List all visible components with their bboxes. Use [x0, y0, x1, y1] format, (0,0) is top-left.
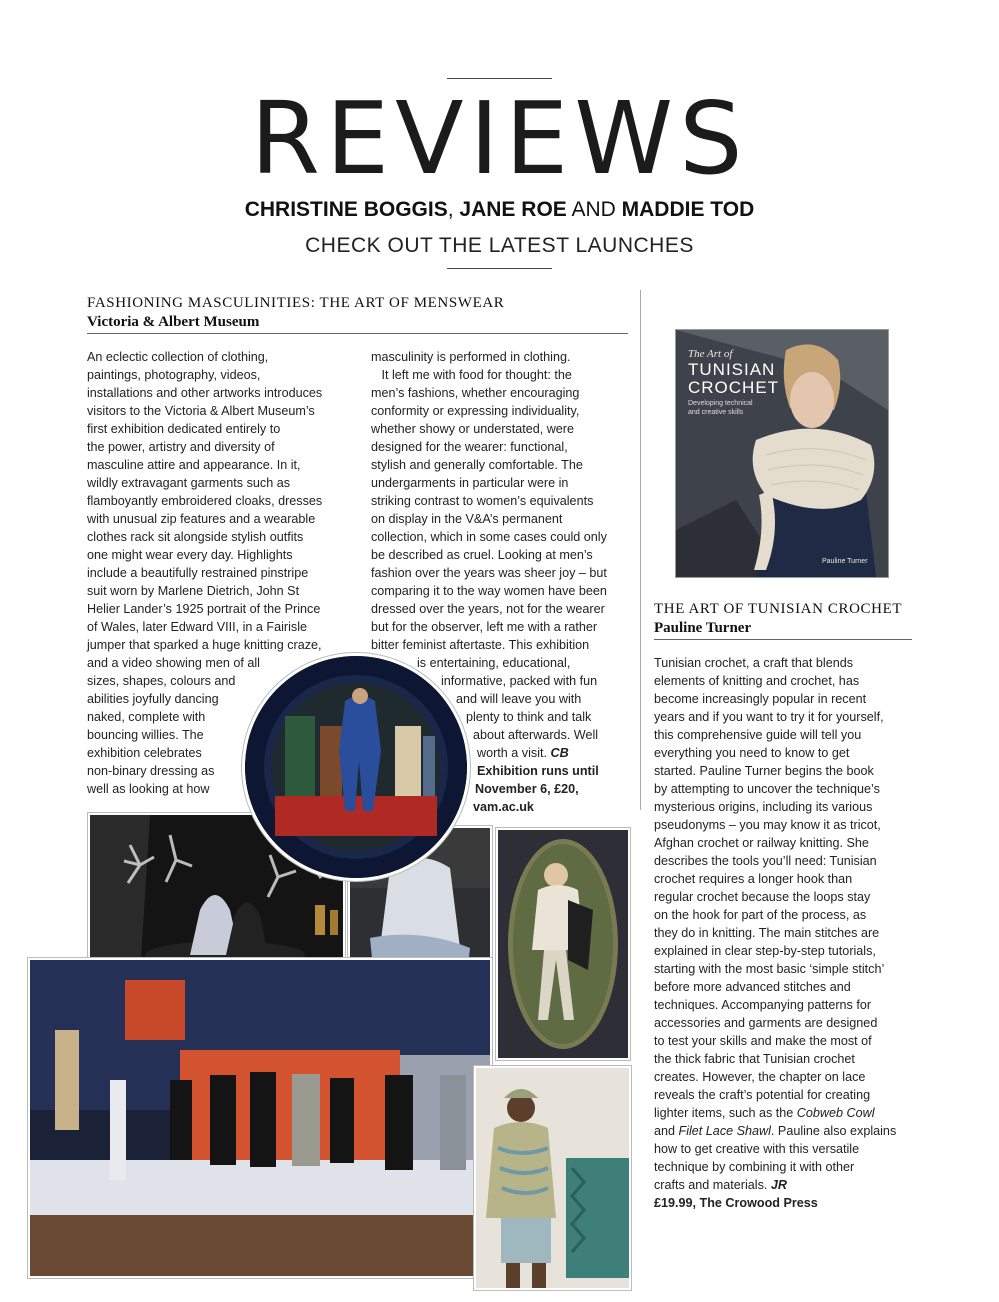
review1-col1-line: well as looking at how [87, 782, 210, 796]
review1-col2-line: collection, which in some cases could only [371, 530, 607, 544]
review1-col2-line: be described as cruel. Looking at men’s [371, 548, 593, 562]
review1-col2-line: men’s fashions, whether encouraging [371, 386, 580, 400]
menswear-gallery-image [30, 960, 490, 1276]
book-cover-sub-2: and creative skills [688, 409, 744, 416]
exhibition-run-1: Exhibition runs until [477, 764, 599, 778]
review2-line: on the hook for part of the process, as [654, 908, 867, 922]
review2-line: reveals the craft’s potential for creating [654, 1088, 871, 1102]
authors-line [0, 196, 999, 224]
author-1: CHRISTINE BOGGIS [244, 198, 448, 221]
review2-rule [654, 639, 912, 640]
review1-col1-line: installations and other artworks introduces [87, 386, 323, 400]
review1-col1-line: one might wear every day. Highlights [87, 548, 293, 562]
pattern-name-2: Filet Lace Shawl [678, 1124, 771, 1138]
review1-col1-line: with unusual zip features and a wearable [87, 512, 316, 526]
wrap-line: plenty to think and talk [466, 710, 592, 724]
review2-initials: JR [770, 1178, 787, 1192]
review2-line: starting with the most basic ‘simple stitch’ [654, 962, 885, 976]
review1-col1-line: bouncing willies. The [87, 728, 204, 742]
review1-title: FASHIONING MASCULINITIES: THE ART OF MENSWEAR [87, 295, 505, 311]
review2-line: by attempting to uncover the technique’s [654, 782, 880, 796]
review1-col1-line: masculine attire and appearance. In it, [87, 458, 301, 472]
review2-title: THE ART OF TUNISIAN CROCHET [654, 601, 903, 617]
review2-line: Afghan crochet or railway knitting. She [654, 836, 869, 850]
review2-line: explained in clear step-by-step tutorials, [654, 944, 876, 958]
r2-tail-line: technique by combining it with other [654, 1160, 855, 1174]
review1-col1-line: clothes rack sit alongside stylish outfits [87, 530, 304, 544]
r2-tail-last [654, 1176, 924, 1194]
review1-column-2 [371, 348, 633, 654]
author-and: AND [566, 198, 622, 221]
photo-circular-vitrine [245, 656, 467, 878]
review1-col1-line: non-binary dressing as [87, 764, 215, 778]
review2-line: started. Pauline Turner begins the book [654, 764, 874, 778]
photo-knitwear-model [474, 1066, 631, 1290]
review1-rule [87, 333, 628, 334]
review1-heading [87, 294, 627, 332]
review1-col2-line: but for the observer, left me with a rather [371, 620, 598, 634]
review2-line: years and if you want to try it for yourself, [654, 710, 884, 724]
review1-col1-line: An eclectic collection of clothing, [87, 350, 269, 364]
review1-col1-line: naked, complete with [87, 710, 206, 724]
book-cover [676, 330, 888, 577]
book-cover-title-2: CROCHET [688, 378, 780, 397]
review2-line: describes the tools you’ll need: Tunisian [654, 854, 877, 868]
visit-text: worth a visit. [477, 746, 551, 760]
exhibition-website: vam.ac.uk [473, 800, 534, 814]
review2-line: everything you need to know to get [654, 746, 850, 760]
review1-col1-line: jumper that sparked a huge knitting craze, [87, 638, 322, 652]
review1-col2-line: striking contrast to women’s equivalents [371, 494, 594, 508]
photo-miniature-portrait [496, 828, 630, 1060]
review2-line: to test your skills and make the most of [654, 1034, 872, 1048]
review1-col1-line: first exhibition dedicated entirely to [87, 422, 281, 436]
review2-line: before more advanced stitches and [654, 980, 851, 994]
column-divider [640, 290, 641, 810]
tagline: CHECK OUT THE LATEST LAUNCHES [305, 234, 694, 257]
book-cover-author: Pauline Turner [822, 558, 868, 565]
review1-col1-line: Helier Lander’s 1925 portrait of the Prince [87, 602, 321, 616]
review1-col1-line: paintings, photography, videos, [87, 368, 261, 382]
photo-menswear-gallery [28, 958, 492, 1278]
review1-col1-line: include a beautifully restrained pinstripe [87, 566, 309, 580]
review1-col1-line: abilities joyfully dancing [87, 692, 219, 706]
r2-tail-text: crafts and materials. [654, 1178, 771, 1192]
review2-line: creates. However, the chapter on lace [654, 1070, 866, 1084]
review2-line: accessories and garments are designed [654, 1016, 878, 1030]
review1-col2-line: fashion over the years was sheer joy – but [371, 566, 607, 580]
review2-body [654, 654, 924, 1104]
review1-col2-line: dressed over the years, not for the wearer [371, 602, 605, 616]
review1-col2-line: masculinity is performed in clothing. [371, 350, 571, 364]
review1-col1-line: the power, artistry and diversity of [87, 440, 275, 454]
review1-col1-line: visitors to the Victoria & Albert Museum’s [87, 404, 315, 418]
review1-subtitle: Victoria & Albert Museum [87, 314, 260, 330]
r2-line: lighter items, such as the [654, 1106, 797, 1120]
review1-col1-line: exhibition celebrates [87, 746, 202, 760]
review1-col1-line: flamboyantly embroidered cloaks, dresses [87, 494, 323, 508]
r2-tail-line: how to get creative with this versatile [654, 1142, 860, 1156]
review1-col2-line: undergarments in particular were in [371, 476, 569, 490]
review1-col1-line: suit worn by Marlene Dietrich, John St [87, 584, 300, 598]
review1-col2-line: It left me with food for thought: the [371, 368, 572, 382]
review2-line: the thick fabric that Tunisian crochet [654, 1052, 855, 1066]
author-3: MADDIE TOD [621, 198, 755, 221]
wrap-line: about afterwards. Well [473, 728, 599, 742]
review2-line: crochet requires a longer hook than [654, 872, 853, 886]
review2-line: mysterious origins, including its various [654, 800, 873, 814]
review2-line: become increasingly popular in recent [654, 692, 867, 706]
miniature-portrait-image [498, 830, 628, 1058]
wrap-line: and will leave you with [456, 692, 582, 706]
book-cover-sub-1: Developing technical [688, 400, 753, 407]
review2-italic-line-2 [654, 1122, 924, 1140]
review1-col2-line: designed for the wearer: functional, [371, 440, 568, 454]
knitwear-model-image [476, 1068, 629, 1288]
book-price: £19.99, The Crowood Press [654, 1196, 818, 1210]
exhibition-run-2: November 6, £20, [475, 782, 579, 796]
header-rule-top [447, 78, 552, 79]
review1-col2-line: conformity or expressing individuality, [371, 404, 580, 418]
header-rule-bottom [447, 268, 552, 269]
author-sep: , [447, 198, 460, 221]
review1-initials: CB [550, 746, 569, 760]
review1-col1-line: of Wales, later Edward VIII, in a Fairisle [87, 620, 308, 634]
review1-col1-line: and a video showing men of all [87, 656, 260, 670]
book-cover-title-1: TUNISIAN [688, 360, 776, 379]
review2-body-end [654, 1104, 924, 1212]
review2-line: regular crochet because the loops stay [654, 890, 871, 904]
circular-vitrine-image [245, 656, 467, 878]
review2-line: pseudonyms – you may know it as tricot, [654, 818, 881, 832]
review1-col1-line: wildly extravagant garments such as [87, 476, 290, 490]
pattern-name-1: Cobweb Cowl [796, 1106, 875, 1120]
review2-line: they do in knitting. The main stitches are [654, 926, 880, 940]
review2-subtitle: Pauline Turner [654, 620, 752, 636]
review2-heading [654, 600, 914, 638]
review2-line: this comprehensive guide will tell you [654, 728, 862, 742]
wrap-line: informative, packed with fun [441, 674, 598, 688]
author-2: JANE ROE [459, 198, 567, 221]
review1-col2-line: bitter feminist aftertaste. This exhibition [371, 638, 590, 652]
book-cover-pre-title: The Art of [688, 348, 733, 360]
review2-italic-line [654, 1104, 924, 1122]
review1-col2-line: whether showy or understated, were [371, 422, 575, 436]
after-italic: . Pauline also explains [770, 1124, 897, 1138]
and-text: and [654, 1124, 679, 1138]
wrap-line: is entertaining, educational, [417, 656, 571, 670]
review1-col2-line: on display in the V&A’s permanent [371, 512, 563, 526]
review1-col2-line: stylish and generally comfortable. The [371, 458, 583, 472]
review2-line: techniques. Accompanying patterns for [654, 998, 872, 1012]
review1-col1-line: sizes, shapes, colours and [87, 674, 236, 688]
review2-line: elements of knitting and crochet, has [654, 674, 860, 688]
review1-col2-line: comparing it to the way women have been [371, 584, 607, 598]
page-title: REVIEWS [250, 80, 749, 197]
review2-line: Tunisian crochet, a craft that blends [654, 656, 854, 670]
